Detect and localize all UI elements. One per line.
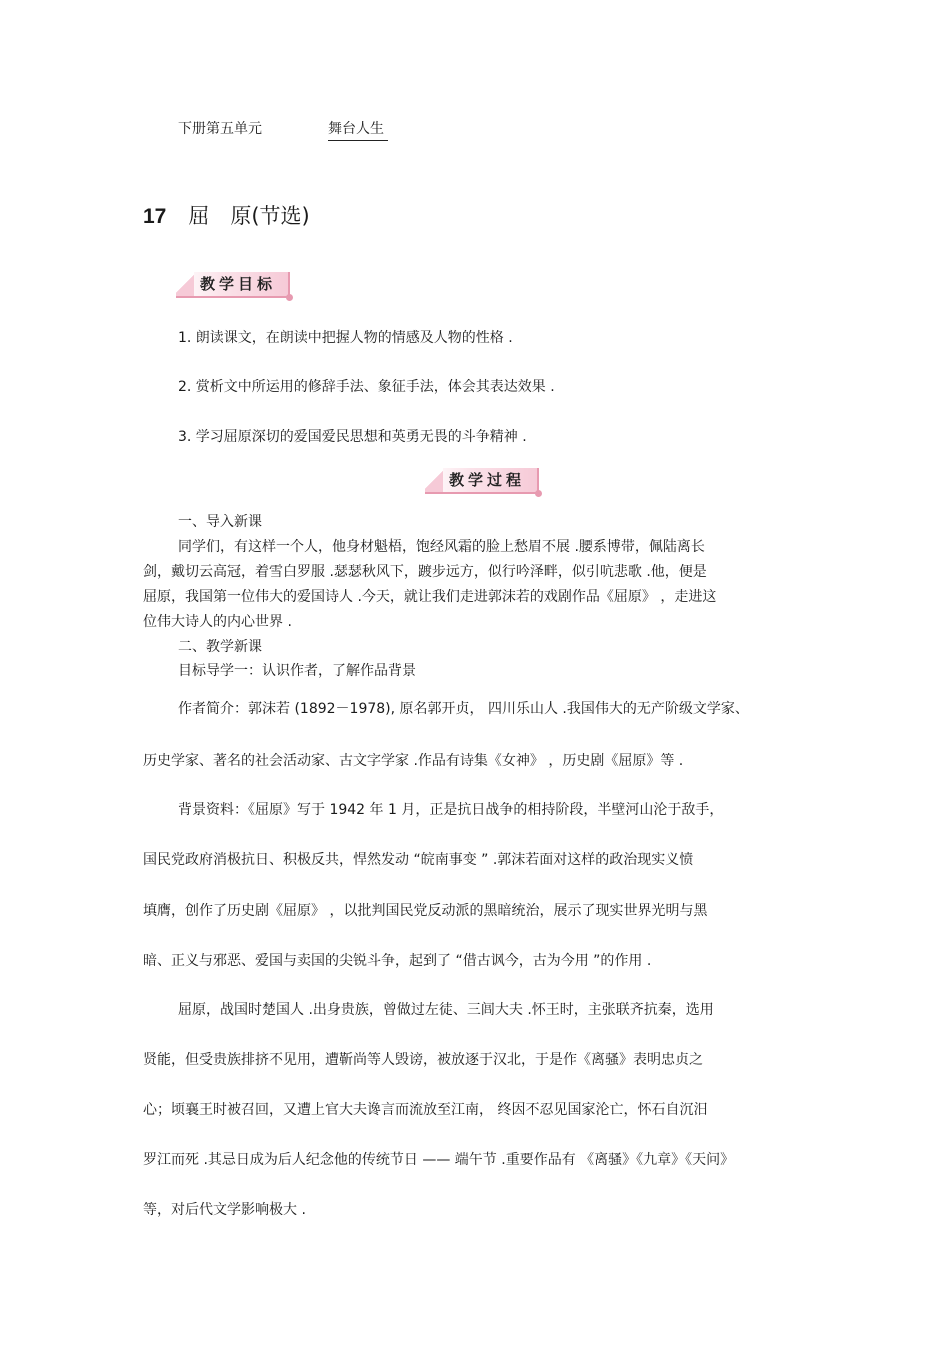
unit-title: 舞台人生 (328, 118, 388, 141)
section-title: 二、教学新课 (178, 639, 262, 655)
target-heading: 目标导学一：认识作者，了解作品背景 (178, 663, 416, 679)
process-badge (425, 468, 539, 494)
background-line: 暗、正义与邪恶、爱国与卖国的尖锐斗争，起到了 “借古讽今，古为今用 ”的作用 . (143, 953, 652, 969)
goal-item: 3. 学习屈原深切的爱国爱民思想和英勇无畏的斗争精神 . (178, 429, 527, 445)
author-line: 历史学家、著名的社会活动家、古文字学家 .作品有诗集《女神》 ，历史剧《屈原》等 . (143, 753, 684, 769)
quyuan-line: 心；顷襄王时被召回，又遭上官大夫谗言而流放至江南， 终因不忍见国家沦亡，怀石自沉汨 (143, 1102, 708, 1118)
background-line: 填膺，创作了历史剧《屈原》 ，以批判国民党反动派的黑暗统治，展示了现实世界光明与黑 (143, 903, 708, 919)
quyuan-line: 贤能，但受贵族排挤不见用，遭靳尚等人毁谤，被放逐于汉北，于是作《离骚》表明忠贞之 (143, 1052, 703, 1068)
goals-badge-label: 教学目标 (200, 275, 277, 293)
process-badge-label: 教学过程 (449, 471, 526, 489)
badge-dot-icon (286, 294, 293, 301)
intro-line: 位伟大诗人的内心世界 . (143, 614, 292, 630)
section-title: 一、导入新课 (178, 514, 262, 530)
goal-item: 1. 朗读课文，在朗读中把握人物的情感及人物的性格 . (178, 330, 513, 346)
quyuan-line: 屈原，战国时楚国人 .出身贵族，曾做过左徒、三闾大夫 .怀王时，主张联齐抗秦，选用 (178, 1002, 714, 1018)
goals-badge (176, 272, 290, 298)
badge-dot-icon (535, 490, 542, 497)
intro-line: 屈原，我国第一位伟大的爱国诗人 .今天，就让我们走进郭沫若的戏剧作品《屈原》 ，走进这 (143, 589, 717, 605)
background-line: 背景资料：《屈原》写于 1942 年 1 月，正是抗日战争的相持阶段，半壁河山沦于敌手， (178, 802, 724, 818)
quyuan-line: 等，对后代文学影响极大 . (143, 1202, 306, 1218)
lesson-number: 17 (143, 205, 167, 228)
lesson-heading (143, 200, 310, 230)
unit-label: 下册第五单元 (178, 121, 262, 137)
intro-line: 同学们，有这样一个人，他身材魁梧，饱经风霜的脸上愁眉不展 .腰系博带，佩陆离长 (178, 539, 705, 555)
lesson-title: 屈 原(节选) (188, 204, 310, 228)
background-line: 国民党政府消极抗日、积极反共，悍然发动 “皖南事变 ” .郭沫若面对这样的政治现实义愤 (143, 852, 694, 868)
quyuan-line: 罗江而死 .其忌日成为后人纪念他的传统节日 —— 端午节 .重要作品有 《离骚》《九章》《天问》 (143, 1152, 735, 1168)
author-line: 作者简介：郭沫若 (1892－1978), 原名郭开贞， 四川乐山人 .我国伟大的无产阶级文学家、 (178, 701, 749, 717)
intro-line: 剑，戴切云高冠，着雪白罗服 .瑟瑟秋风下，踱步远方，似行吟泽畔，似引吭悲歌 .他，便是 (143, 564, 707, 580)
goal-item: 2. 赏析文中所运用的修辞手法、象征手法，体会其表达效果 . (178, 379, 555, 395)
